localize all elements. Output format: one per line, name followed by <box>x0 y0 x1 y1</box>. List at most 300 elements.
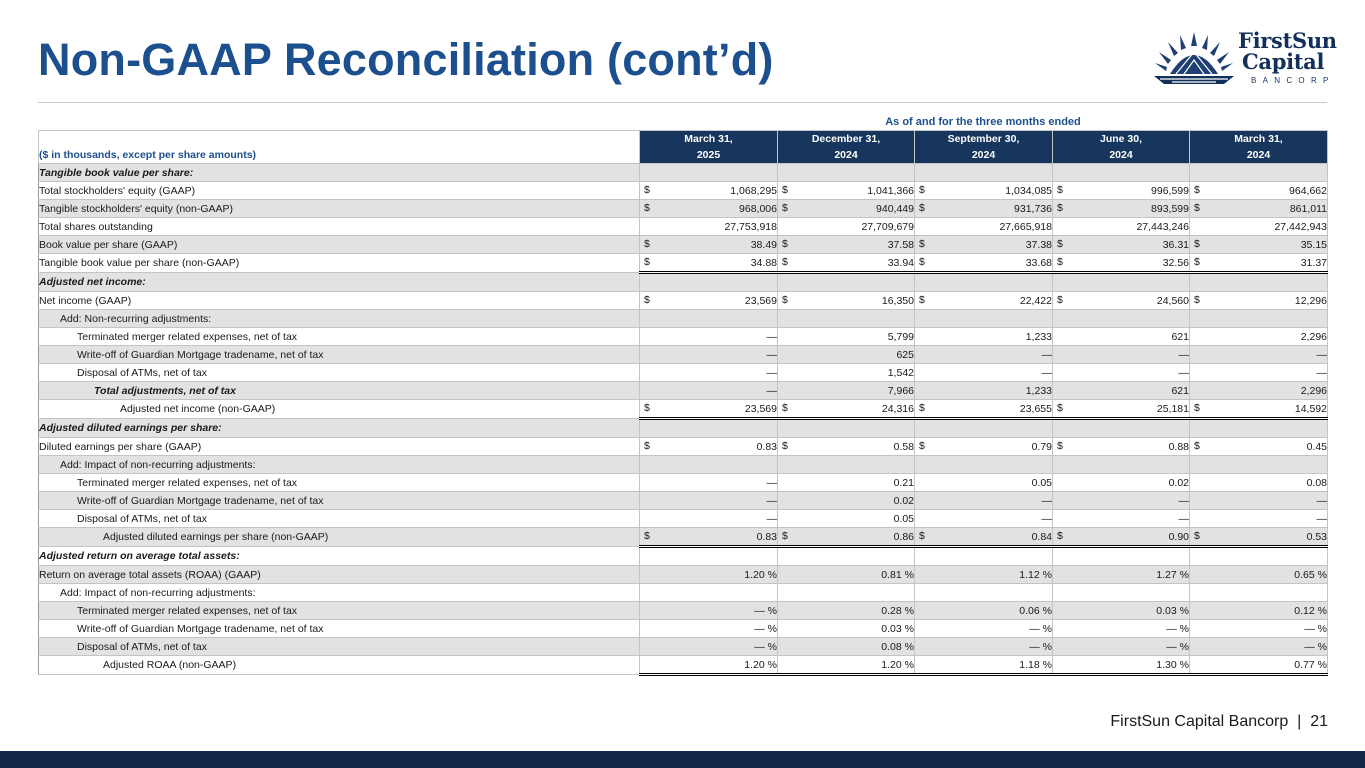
value-number: 27,443,246 <box>1136 220 1189 233</box>
value-cell <box>1190 346 1328 364</box>
table-row <box>39 182 1328 200</box>
value-number: 0.86 <box>893 530 914 543</box>
value-number: — <box>766 366 777 379</box>
value-cell <box>778 528 915 547</box>
table-row <box>39 292 1328 310</box>
value-cell <box>640 584 778 602</box>
value-number: 27,753,918 <box>724 220 777 233</box>
value-cell <box>640 310 778 328</box>
section-header-row <box>39 419 1328 438</box>
percent-symbol: % <box>1179 640 1189 653</box>
unit-label: ($ in thousands, except per share amounts) <box>39 131 640 164</box>
value-number: 625 <box>896 348 914 361</box>
value-cell <box>778 218 915 236</box>
value-number: 1,034,085 <box>1005 184 1052 197</box>
value-cell <box>640 492 778 510</box>
section-label: Adjusted diluted earnings per share: <box>39 419 640 438</box>
column-header-year: 2024 <box>1246 149 1271 161</box>
value-number: 33.68 <box>1025 256 1052 269</box>
row-label: Tangible book value per share (non-GAAP) <box>39 254 640 273</box>
value-cell <box>1190 438 1328 456</box>
value-cell <box>915 492 1053 510</box>
currency-symbol: $ <box>644 256 650 268</box>
value-number: 893,599 <box>1151 202 1189 215</box>
currency-symbol: $ <box>1194 294 1200 306</box>
value-cell <box>915 236 1053 254</box>
value-cell <box>1053 236 1190 254</box>
value-cell <box>915 400 1053 419</box>
currency-symbol: $ <box>919 294 925 306</box>
value-cell <box>778 474 915 492</box>
value-number: 1.12 <box>1019 568 1040 581</box>
value-cell <box>915 310 1053 328</box>
percent-symbol: % <box>1042 604 1052 617</box>
value-cell <box>915 638 1053 656</box>
value-cell <box>640 364 778 382</box>
value-number: 24,316 <box>881 402 914 415</box>
table-row <box>39 254 1328 273</box>
value-cell <box>1190 200 1328 218</box>
value-cell <box>778 510 915 528</box>
currency-symbol: $ <box>919 530 925 542</box>
value-cell <box>915 528 1053 547</box>
table-row <box>39 310 1328 328</box>
section-header-row <box>39 547 1328 566</box>
percent-symbol: % <box>1042 640 1052 653</box>
value-number: 931,736 <box>1014 202 1052 215</box>
value-cell <box>1190 328 1328 346</box>
value-cell <box>640 400 778 419</box>
row-label: Add: Impact of non-recurring adjustments: <box>39 584 640 602</box>
value-cell <box>915 438 1053 456</box>
value-cell <box>1053 510 1190 528</box>
value-cell <box>1190 584 1328 602</box>
value-number: — <box>1316 494 1327 507</box>
value-cell <box>1190 638 1328 656</box>
value-number: — <box>1178 348 1189 361</box>
currency-symbol: $ <box>644 530 650 542</box>
percent-symbol: % <box>767 568 777 581</box>
value-number: 23,655 <box>1019 402 1052 415</box>
value-number: — <box>1041 348 1052 361</box>
value-cell <box>778 419 915 438</box>
value-number: 7,966 <box>887 384 914 397</box>
value-cell <box>1053 254 1190 273</box>
value-cell <box>1053 382 1190 400</box>
column-header-date: March 31, <box>684 133 733 145</box>
percent-symbol: % <box>1317 640 1327 653</box>
title-divider <box>38 102 1327 103</box>
value-cell <box>640 510 778 528</box>
value-number: — <box>1178 494 1189 507</box>
table-row <box>39 656 1328 675</box>
value-cell <box>1053 584 1190 602</box>
currency-symbol: $ <box>782 184 788 196</box>
column-header-date: June 30, <box>1099 133 1143 145</box>
value-number: 1,233 <box>1025 330 1052 343</box>
percent-symbol: % <box>1317 604 1327 617</box>
value-number: 0.02 <box>893 494 914 507</box>
currency-symbol: $ <box>1194 184 1200 196</box>
section-label: Tangible book value per share: <box>39 164 640 182</box>
value-cell <box>1190 566 1328 584</box>
column-header <box>778 131 915 164</box>
value-cell <box>1053 474 1190 492</box>
percent-symbol: % <box>1317 658 1327 671</box>
currency-symbol: $ <box>644 238 650 250</box>
value-number: 27,665,918 <box>999 220 1052 233</box>
value-number: 0.03 <box>881 622 902 635</box>
value-number: 1,041,366 <box>867 184 914 197</box>
column-header-year: 2024 <box>971 149 996 161</box>
currency-symbol: $ <box>782 440 788 452</box>
value-number: 1,542 <box>887 366 914 379</box>
value-number: 14,592 <box>1294 402 1327 415</box>
value-cell <box>1053 310 1190 328</box>
value-cell <box>640 292 778 310</box>
percent-symbol: % <box>1042 658 1052 671</box>
value-number: 0.90 <box>1168 530 1189 543</box>
row-label: Return on average total assets (ROAA) (GAAP) <box>39 566 640 584</box>
currency-symbol: $ <box>644 294 650 306</box>
value-cell <box>1190 364 1328 382</box>
value-number: 5,799 <box>887 330 914 343</box>
value-number: — <box>1304 622 1315 635</box>
value-number: 0.05 <box>1031 476 1052 489</box>
currency-symbol: $ <box>1057 256 1063 268</box>
value-cell <box>1190 182 1328 200</box>
percent-symbol: % <box>1179 658 1189 671</box>
section-label: Adjusted return on average total assets: <box>39 547 640 566</box>
currency-symbol: $ <box>1057 440 1063 452</box>
currency-symbol: $ <box>644 202 650 214</box>
value-cell <box>915 602 1053 620</box>
value-cell <box>1190 218 1328 236</box>
value-number: — <box>1029 640 1040 653</box>
value-cell <box>640 218 778 236</box>
value-cell <box>915 273 1053 292</box>
currency-symbol: $ <box>919 402 925 414</box>
percent-symbol: % <box>1042 568 1052 581</box>
value-number: — <box>766 348 777 361</box>
currency-symbol: $ <box>1194 256 1200 268</box>
currency-symbol: $ <box>782 256 788 268</box>
value-cell <box>778 566 915 584</box>
column-header-year: 2025 <box>696 149 721 161</box>
value-cell <box>640 620 778 638</box>
value-cell <box>640 346 778 364</box>
percent-symbol: % <box>904 658 914 671</box>
currency-symbol: $ <box>1057 402 1063 414</box>
value-cell <box>1190 254 1328 273</box>
logo-line2: Capital <box>1242 49 1325 74</box>
value-cell <box>915 456 1053 474</box>
row-label: Add: Non-recurring adjustments: <box>39 310 640 328</box>
value-cell <box>915 200 1053 218</box>
value-cell <box>1190 492 1328 510</box>
value-number: — <box>766 330 777 343</box>
value-cell <box>1053 638 1190 656</box>
value-number: 0.02 <box>1168 476 1189 489</box>
table-body <box>39 164 1328 675</box>
currency-symbol: $ <box>782 294 788 306</box>
value-cell <box>778 328 915 346</box>
value-number: — <box>1166 640 1177 653</box>
logo-line1: FirstSun <box>1238 28 1337 53</box>
row-label: Write-off of Guardian Mortgage tradename, net of tax <box>39 346 640 364</box>
value-cell <box>640 236 778 254</box>
percent-symbol: % <box>904 604 914 617</box>
value-cell <box>778 382 915 400</box>
value-cell <box>1190 510 1328 528</box>
value-cell <box>1053 346 1190 364</box>
currency-symbol: $ <box>919 184 925 196</box>
value-number: 0.08 <box>1306 476 1327 489</box>
column-header-date: December 31, <box>811 133 881 145</box>
table-row <box>39 346 1328 364</box>
currency-symbol: $ <box>782 530 788 542</box>
value-cell <box>1190 474 1328 492</box>
value-cell <box>778 584 915 602</box>
value-cell <box>915 328 1053 346</box>
value-cell <box>778 182 915 200</box>
row-label: Tangible stockholders' equity (non-GAAP) <box>39 200 640 218</box>
value-cell <box>915 346 1053 364</box>
value-number: 16,350 <box>881 294 914 307</box>
table-row <box>39 218 1328 236</box>
currency-symbol: $ <box>644 440 650 452</box>
value-number: — <box>1041 512 1052 525</box>
value-number: 0.53 <box>1306 530 1327 543</box>
value-cell <box>778 438 915 456</box>
value-cell <box>778 254 915 273</box>
value-cell <box>1190 528 1328 547</box>
value-number: 0.28 <box>881 604 902 617</box>
percent-symbol: % <box>904 568 914 581</box>
row-label: Disposal of ATMs, net of tax <box>39 510 640 528</box>
value-cell <box>1053 200 1190 218</box>
value-number: 38.49 <box>750 238 777 251</box>
table-row <box>39 364 1328 382</box>
column-header-date: September 30, <box>947 133 1020 145</box>
value-number: 0.58 <box>893 440 914 453</box>
table-row <box>39 200 1328 218</box>
column-header-year: 2024 <box>834 149 858 161</box>
table-row <box>39 528 1328 547</box>
value-cell <box>1053 492 1190 510</box>
row-label: Net income (GAAP) <box>39 292 640 310</box>
value-cell <box>1053 438 1190 456</box>
value-cell <box>640 456 778 474</box>
value-number: 33.94 <box>887 256 914 269</box>
value-cell <box>915 419 1053 438</box>
value-cell <box>778 236 915 254</box>
value-number: 0.83 <box>756 440 777 453</box>
value-number: — <box>1304 640 1315 653</box>
value-number: 1.30 <box>1156 658 1177 671</box>
table-row <box>39 236 1328 254</box>
value-number: — <box>754 640 765 653</box>
row-label: Total shares outstanding <box>39 218 640 236</box>
value-cell <box>778 547 915 566</box>
value-cell <box>915 510 1053 528</box>
value-number: 22,422 <box>1019 294 1052 307</box>
value-number: — <box>766 476 777 489</box>
value-cell <box>640 638 778 656</box>
value-cell <box>778 273 915 292</box>
table-row <box>39 510 1328 528</box>
column-header <box>640 131 778 164</box>
currency-symbol: $ <box>1057 238 1063 250</box>
value-number: 27,709,679 <box>861 220 914 233</box>
value-number: — <box>1178 366 1189 379</box>
value-cell <box>1053 602 1190 620</box>
value-cell <box>1190 419 1328 438</box>
value-cell <box>778 346 915 364</box>
value-cell <box>915 364 1053 382</box>
percent-symbol: % <box>1317 622 1327 635</box>
value-cell <box>640 438 778 456</box>
currency-symbol: $ <box>1057 294 1063 306</box>
row-label: Write-off of Guardian Mortgage tradename, net of tax <box>39 620 640 638</box>
row-label: Book value per share (GAAP) <box>39 236 640 254</box>
value-cell <box>640 602 778 620</box>
value-number: 23,569 <box>744 294 777 307</box>
value-cell <box>915 382 1053 400</box>
value-cell <box>1053 182 1190 200</box>
value-number: 27,442,943 <box>1274 220 1327 233</box>
value-number: 23,569 <box>744 402 777 415</box>
value-number: — <box>766 384 777 397</box>
currency-symbol: $ <box>1194 402 1200 414</box>
value-cell <box>1053 218 1190 236</box>
value-number: 1.20 <box>744 658 765 671</box>
value-number: 36.31 <box>1162 238 1189 251</box>
column-header-date: March 31, <box>1234 133 1283 145</box>
percent-symbol: % <box>904 622 914 635</box>
percent-symbol: % <box>767 622 777 635</box>
value-number: 0.05 <box>893 512 914 525</box>
logo-subtitle: BANCORP <box>1251 76 1335 85</box>
value-cell <box>778 200 915 218</box>
row-label: Adjusted ROAA (non-GAAP) <box>39 656 640 675</box>
value-number: 0.81 <box>881 568 902 581</box>
value-cell <box>915 547 1053 566</box>
value-cell <box>1190 547 1328 566</box>
value-cell <box>778 292 915 310</box>
value-cell <box>778 620 915 638</box>
value-cell <box>640 474 778 492</box>
value-cell <box>778 602 915 620</box>
row-label: Disposal of ATMs, net of tax <box>39 364 640 382</box>
percent-symbol: % <box>1179 622 1189 635</box>
reconciliation-table <box>38 130 1328 676</box>
value-number: 0.84 <box>1031 530 1052 543</box>
value-cell <box>778 400 915 419</box>
value-number: 2,296 <box>1300 330 1327 343</box>
section-header-row <box>39 273 1328 292</box>
value-number: — <box>1316 348 1327 361</box>
percent-symbol: % <box>1179 604 1189 617</box>
table-row <box>39 400 1328 419</box>
value-cell <box>640 382 778 400</box>
table-header-row <box>39 131 1328 164</box>
value-number: 2,296 <box>1300 384 1327 397</box>
currency-symbol: $ <box>644 402 650 414</box>
percent-symbol: % <box>767 658 777 671</box>
row-label: Adjusted net income (non-GAAP) <box>39 400 640 419</box>
value-number: — <box>1041 366 1052 379</box>
percent-symbol: % <box>904 640 914 653</box>
value-cell <box>1190 292 1328 310</box>
value-number: 24,560 <box>1156 294 1189 307</box>
table-row <box>39 584 1328 602</box>
column-header-year: 2024 <box>1109 149 1133 161</box>
percent-symbol: % <box>1042 622 1052 635</box>
value-number: — <box>1041 494 1052 507</box>
value-cell <box>640 273 778 292</box>
value-cell <box>640 328 778 346</box>
currency-symbol: $ <box>1194 440 1200 452</box>
percent-symbol: % <box>1317 568 1327 581</box>
currency-symbol: $ <box>919 238 925 250</box>
percent-symbol: % <box>767 604 777 617</box>
value-cell <box>778 656 915 675</box>
value-cell <box>1053 620 1190 638</box>
value-number: 621 <box>1171 384 1189 397</box>
value-number: — <box>766 494 777 507</box>
value-number: 35.15 <box>1300 238 1327 251</box>
row-label: Terminated merger related expenses, net of tax <box>39 602 640 620</box>
page-title: Non-GAAP Reconciliation (cont’d) <box>38 34 774 85</box>
currency-symbol: $ <box>782 202 788 214</box>
value-cell <box>915 474 1053 492</box>
row-label: Terminated merger related expenses, net of tax <box>39 328 640 346</box>
currency-symbol: $ <box>919 440 925 452</box>
value-number: 1.20 <box>881 658 902 671</box>
value-cell <box>778 164 915 182</box>
value-cell <box>640 164 778 182</box>
currency-symbol: $ <box>919 202 925 214</box>
table-row <box>39 638 1328 656</box>
value-cell <box>1190 310 1328 328</box>
currency-symbol: $ <box>644 184 650 196</box>
value-number: 37.58 <box>887 238 914 251</box>
table-row <box>39 474 1328 492</box>
value-cell <box>915 566 1053 584</box>
value-number: 1.18 <box>1019 658 1040 671</box>
row-label: Terminated merger related expenses, net of tax <box>39 474 640 492</box>
value-cell <box>778 364 915 382</box>
row-label: Total adjustments, net of tax <box>39 382 640 400</box>
value-cell <box>1053 456 1190 474</box>
value-cell <box>778 456 915 474</box>
column-header <box>915 131 1053 164</box>
value-number: 25,181 <box>1156 402 1189 415</box>
currency-symbol: $ <box>782 402 788 414</box>
table-row <box>39 602 1328 620</box>
footer-separator: | <box>1297 713 1302 730</box>
value-cell <box>1190 236 1328 254</box>
value-number: 861,011 <box>1289 202 1327 215</box>
value-number: — <box>1316 512 1327 525</box>
row-label: Write-off of Guardian Mortgage tradename, net of tax <box>39 492 640 510</box>
value-number: — <box>754 604 765 617</box>
value-number: 968,006 <box>739 202 777 215</box>
currency-symbol: $ <box>1057 530 1063 542</box>
value-cell <box>1053 328 1190 346</box>
row-label: Adjusted diluted earnings per share (non-GAAP) <box>39 528 640 547</box>
